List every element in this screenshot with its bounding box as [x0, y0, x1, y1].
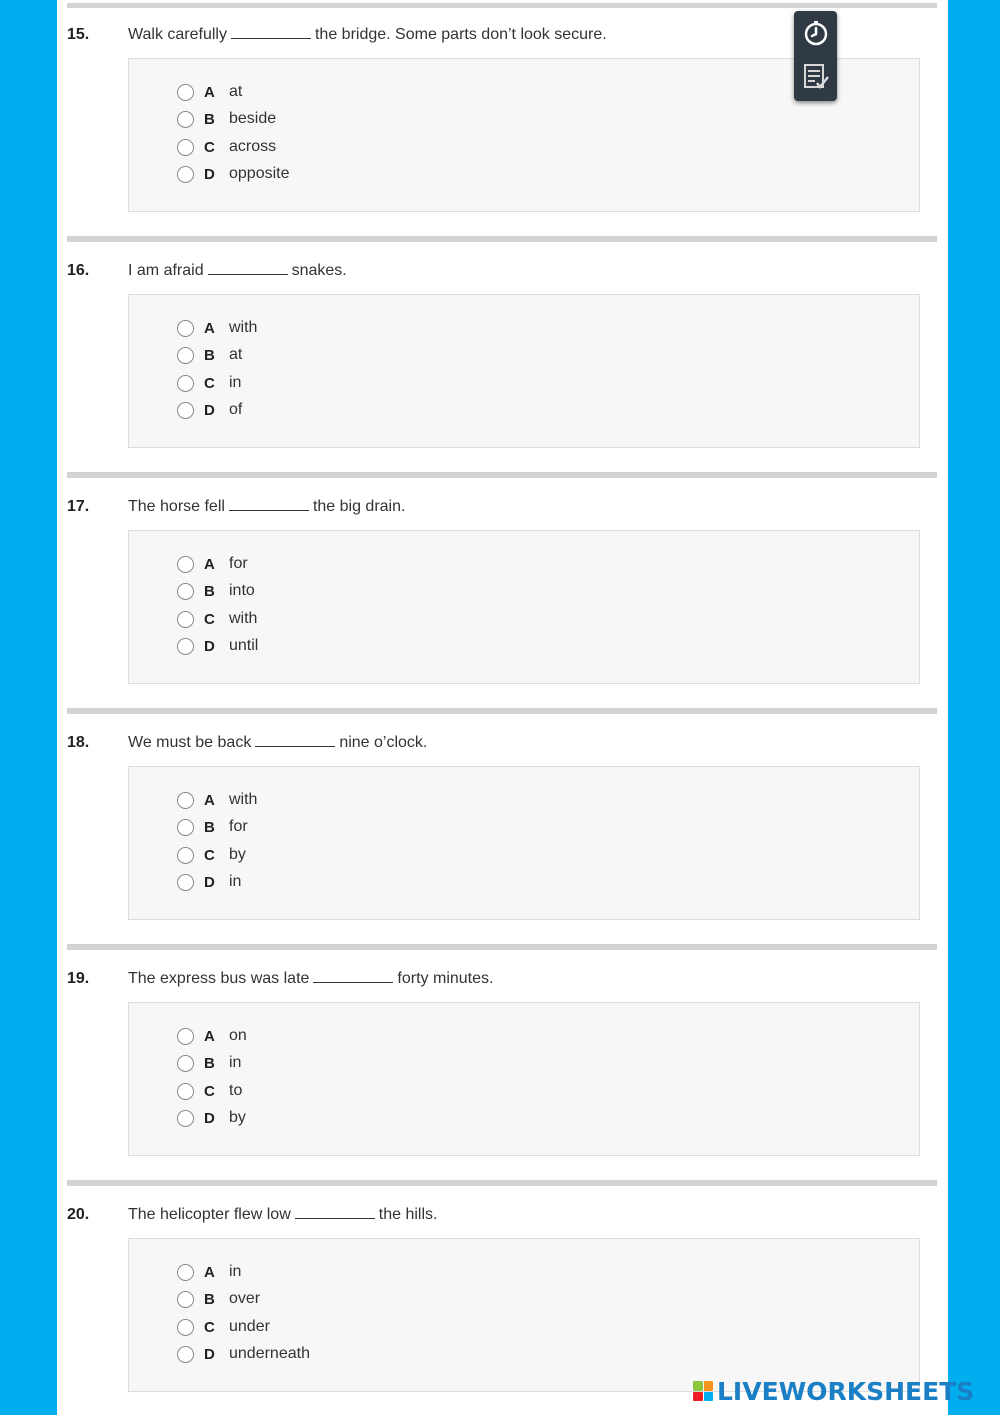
radio-button[interactable]	[177, 1319, 194, 1336]
answer-blank	[208, 274, 288, 275]
radio-button[interactable]	[177, 847, 194, 864]
options-box	[128, 530, 920, 684]
option-letter: A	[204, 1263, 215, 1281]
option-a[interactable]	[177, 81, 242, 103]
option-text: by	[229, 1109, 246, 1126]
option-b[interactable]	[177, 816, 248, 838]
option-text: underneath	[229, 1345, 310, 1362]
finish-button[interactable]	[800, 61, 831, 93]
radio-button[interactable]	[177, 84, 194, 101]
radio-button[interactable]	[177, 638, 194, 655]
radio-button[interactable]	[177, 1083, 194, 1100]
timer-button[interactable]	[800, 17, 831, 49]
radio-button[interactable]	[177, 347, 194, 364]
option-letter: C	[204, 610, 215, 628]
option-letter: C	[204, 138, 215, 156]
answer-blank	[255, 746, 335, 747]
option-letter: A	[204, 791, 215, 809]
question-text-after: snakes.	[291, 262, 347, 279]
option-text: of	[229, 401, 243, 418]
option-a[interactable]	[177, 553, 248, 575]
question-text-after: forty minutes.	[397, 970, 494, 987]
option-text: to	[229, 1082, 243, 1099]
question-number: 20.	[67, 1206, 90, 1223]
option-letter: C	[204, 1082, 215, 1100]
worksheet-page	[57, 0, 948, 1415]
checklist-icon	[802, 62, 830, 92]
option-letter: B	[204, 582, 215, 600]
radio-button[interactable]	[177, 1028, 194, 1045]
option-text: beside	[229, 110, 277, 127]
options-box	[128, 1002, 920, 1156]
option-letter: A	[204, 319, 215, 337]
option-d[interactable]	[177, 635, 258, 657]
option-text: under	[229, 1318, 270, 1335]
radio-button[interactable]	[177, 1346, 194, 1363]
option-b[interactable]	[177, 1052, 241, 1074]
logo-square-green	[693, 1381, 703, 1391]
option-letter: B	[204, 818, 215, 836]
logo-square-red	[693, 1392, 703, 1402]
option-c[interactable]	[177, 1316, 270, 1338]
option-d[interactable]	[177, 163, 290, 185]
question-text	[128, 1206, 437, 1224]
radio-button[interactable]	[177, 583, 194, 600]
option-letter: C	[204, 374, 215, 392]
radio-button[interactable]	[177, 792, 194, 809]
option-text: at	[229, 346, 243, 363]
option-letter: B	[204, 1290, 215, 1308]
radio-button[interactable]	[177, 166, 194, 183]
option-letter: A	[204, 83, 215, 101]
answer-blank	[295, 1218, 375, 1219]
question-text-before: Walk carefully	[128, 26, 227, 43]
option-d[interactable]	[177, 1343, 310, 1365]
radio-button[interactable]	[177, 402, 194, 419]
options-box	[128, 294, 920, 448]
option-c[interactable]	[177, 136, 276, 158]
question-text	[128, 970, 493, 988]
question-19	[57, 944, 948, 1180]
option-letter: A	[204, 555, 215, 573]
option-text: by	[229, 846, 246, 863]
question-number: 16.	[67, 262, 90, 279]
option-letter: C	[204, 846, 215, 864]
question-text-after: the hills.	[378, 1206, 438, 1223]
question-16	[57, 236, 948, 472]
option-text: until	[229, 637, 259, 654]
option-b[interactable]	[177, 1288, 260, 1310]
option-c[interactable]	[177, 1080, 242, 1102]
logo-text: LIVEWORKSHEETS	[717, 1376, 975, 1406]
option-text: for	[229, 818, 248, 835]
option-b[interactable]	[177, 344, 242, 366]
question-text-before: The express bus was late	[128, 970, 310, 987]
radio-button[interactable]	[177, 1110, 194, 1127]
option-letter: D	[204, 165, 215, 183]
radio-button[interactable]	[177, 556, 194, 573]
option-b[interactable]	[177, 108, 276, 130]
option-text: at	[229, 83, 243, 100]
option-text: on	[229, 1027, 247, 1044]
option-text: in	[229, 374, 242, 391]
radio-button[interactable]	[177, 111, 194, 128]
clock-icon	[802, 19, 830, 47]
option-text: for	[229, 555, 248, 572]
option-letter: B	[204, 110, 215, 128]
question-text-before: The helicopter flew low	[128, 1206, 291, 1223]
option-letter: A	[204, 1027, 215, 1045]
question-text-after: nine o’clock.	[339, 734, 428, 751]
option-letter: D	[204, 637, 215, 655]
liveworksheets-logo[interactable]	[693, 1376, 974, 1406]
options-box	[128, 1238, 920, 1392]
option-text: into	[229, 582, 255, 599]
option-d[interactable]	[177, 399, 242, 421]
option-text: in	[229, 873, 242, 890]
option-text: across	[229, 138, 277, 155]
option-letter: B	[204, 1054, 215, 1072]
radio-button[interactable]	[177, 139, 194, 156]
question-17	[57, 472, 948, 708]
option-letter: D	[204, 1345, 215, 1363]
radio-button[interactable]	[177, 1264, 194, 1281]
option-a[interactable]	[177, 789, 257, 811]
option-d[interactable]	[177, 871, 241, 893]
option-c[interactable]	[177, 372, 241, 394]
left-side-bar	[0, 0, 57, 1415]
option-letter: D	[204, 1109, 215, 1127]
answer-blank	[229, 510, 309, 511]
option-c[interactable]	[177, 608, 257, 630]
option-b[interactable]	[177, 580, 255, 602]
question-18	[57, 708, 948, 944]
answer-blank	[231, 38, 311, 39]
option-a[interactable]	[177, 1025, 247, 1047]
question-text	[128, 262, 347, 280]
radio-button[interactable]	[177, 1055, 194, 1072]
option-a[interactable]	[177, 1261, 241, 1283]
option-c[interactable]	[177, 844, 246, 866]
option-letter: D	[204, 401, 215, 419]
option-text: in	[229, 1054, 242, 1071]
radio-button[interactable]	[177, 611, 194, 628]
answer-blank	[313, 982, 393, 983]
question-text-before: We must be back	[128, 734, 252, 751]
question-text-before: The horse fell	[128, 498, 225, 515]
radio-button[interactable]	[177, 874, 194, 891]
options-box	[128, 766, 920, 920]
question-text	[128, 734, 427, 752]
option-letter: B	[204, 346, 215, 364]
option-text: with	[229, 610, 258, 627]
question-number: 18.	[67, 734, 90, 751]
question-text-before: I am afraid	[128, 262, 204, 279]
radio-button[interactable]	[177, 819, 194, 836]
floating-toolbar	[794, 11, 837, 101]
question-text	[128, 26, 607, 44]
question-number: 17.	[67, 498, 90, 515]
question-number: 15.	[67, 26, 90, 43]
logo-square-orange	[704, 1381, 714, 1391]
option-letter: C	[204, 1318, 215, 1336]
right-side-bar	[948, 0, 1000, 1415]
option-letter: D	[204, 873, 215, 891]
logo-square-blue	[704, 1392, 714, 1402]
logo-mark-icon	[693, 1381, 713, 1401]
option-text: in	[229, 1263, 242, 1280]
option-text: over	[229, 1290, 261, 1307]
question-text-after: the bridge. Some parts don’t look secure.	[314, 26, 607, 43]
option-d[interactable]	[177, 1107, 246, 1129]
radio-button[interactable]	[177, 375, 194, 392]
question-text-after: the big drain.	[312, 498, 406, 515]
option-a[interactable]	[177, 317, 257, 339]
question-number: 19.	[67, 970, 90, 987]
option-text: with	[229, 791, 258, 808]
option-text: with	[229, 319, 258, 336]
radio-button[interactable]	[177, 1291, 194, 1308]
radio-button[interactable]	[177, 320, 194, 337]
option-text: opposite	[229, 165, 290, 182]
question-text	[128, 498, 405, 516]
